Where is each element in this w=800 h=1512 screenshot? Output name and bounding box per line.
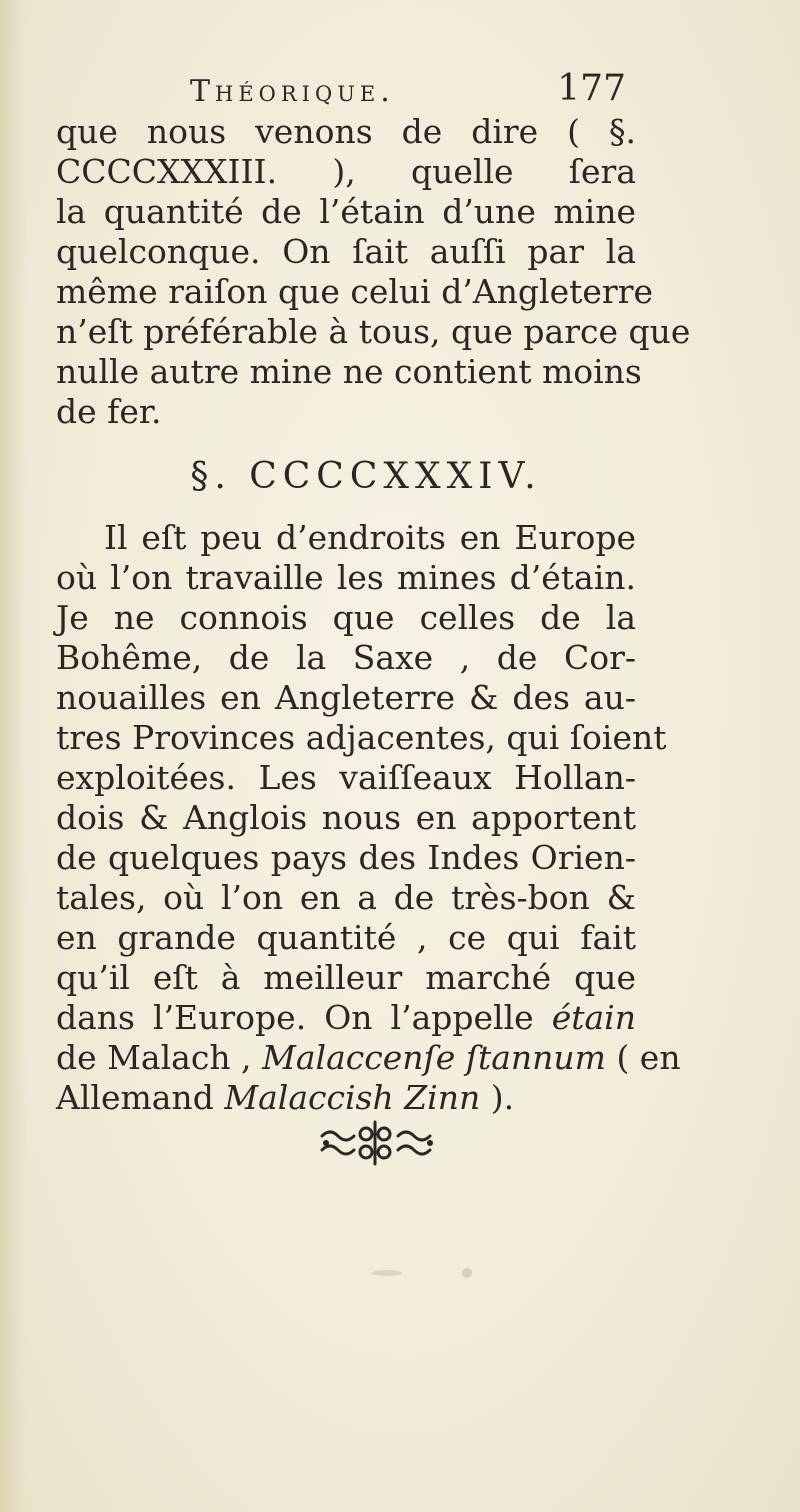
text-line: dois & Anglois nous en apportent [56,798,636,837]
text-run: ). [490,1078,515,1117]
text-line: même raiſon que celui d’Angleterre [56,272,653,311]
text-line: Il eſt peu d’endroits en Europe [104,518,636,557]
text-run: Allemand [56,1078,214,1117]
printer-ornament-icon [318,1118,438,1168]
text-run: de Malach , [56,1038,252,1077]
section-heading: §. CCCCXXXIV. [190,456,542,497]
text-line: la quantité de l’étain d’une mine [56,192,636,231]
running-title: Théorique. [190,74,395,109]
italic-term: Malaccenſe ſtannum [262,1038,606,1077]
paper-stain [372,1270,402,1276]
text-line: Bohême, de la Saxe , de Cor- [56,638,636,677]
text-line: tales, où l’on en a de très-bon & [56,878,636,917]
text-line: de fer. [56,392,162,431]
italic-term: Malaccish Zinn [224,1078,481,1117]
italic-term: étain [551,998,636,1037]
page-number: 177 [557,68,626,109]
text-line: Je ne connois que celles de la [56,598,636,637]
text-run: dans l’Europe. On l’appelle [56,998,534,1037]
text-line: que nous venons de dire ( §. [56,112,636,151]
text-run: ( en [616,1038,681,1077]
text-line: n’eſt préférable à tous, que parce que [56,312,691,351]
text-line [56,1078,636,1118]
text-block [56,112,691,1118]
text-line: CCCCXXXIII. ), quelle ſera [56,152,636,191]
running-head [190,68,630,118]
text-line: nouailles en Angleterre & des au- [56,678,636,717]
text-line: quelconque. On ſait auſſi par la [56,232,636,271]
text-line: exploitées. Les vaiſſeaux Hollan- [56,758,636,797]
text-line [56,1038,681,1078]
paper-stain [462,1268,472,1278]
text-line: où l’on travaille les mines d’étain. [56,558,636,597]
text-line: qu’il eſt à meilleur marché que [56,958,636,997]
text-line [56,998,636,1038]
text-line: en grande quantité , ce qui fait [56,918,636,957]
text-line: nulle autre mine ne contient moins [56,352,642,391]
text-line: de quelques pays des Indes Orien- [56,838,636,877]
text-line: tres Provinces adjacentes, qui ſoient [56,718,667,757]
